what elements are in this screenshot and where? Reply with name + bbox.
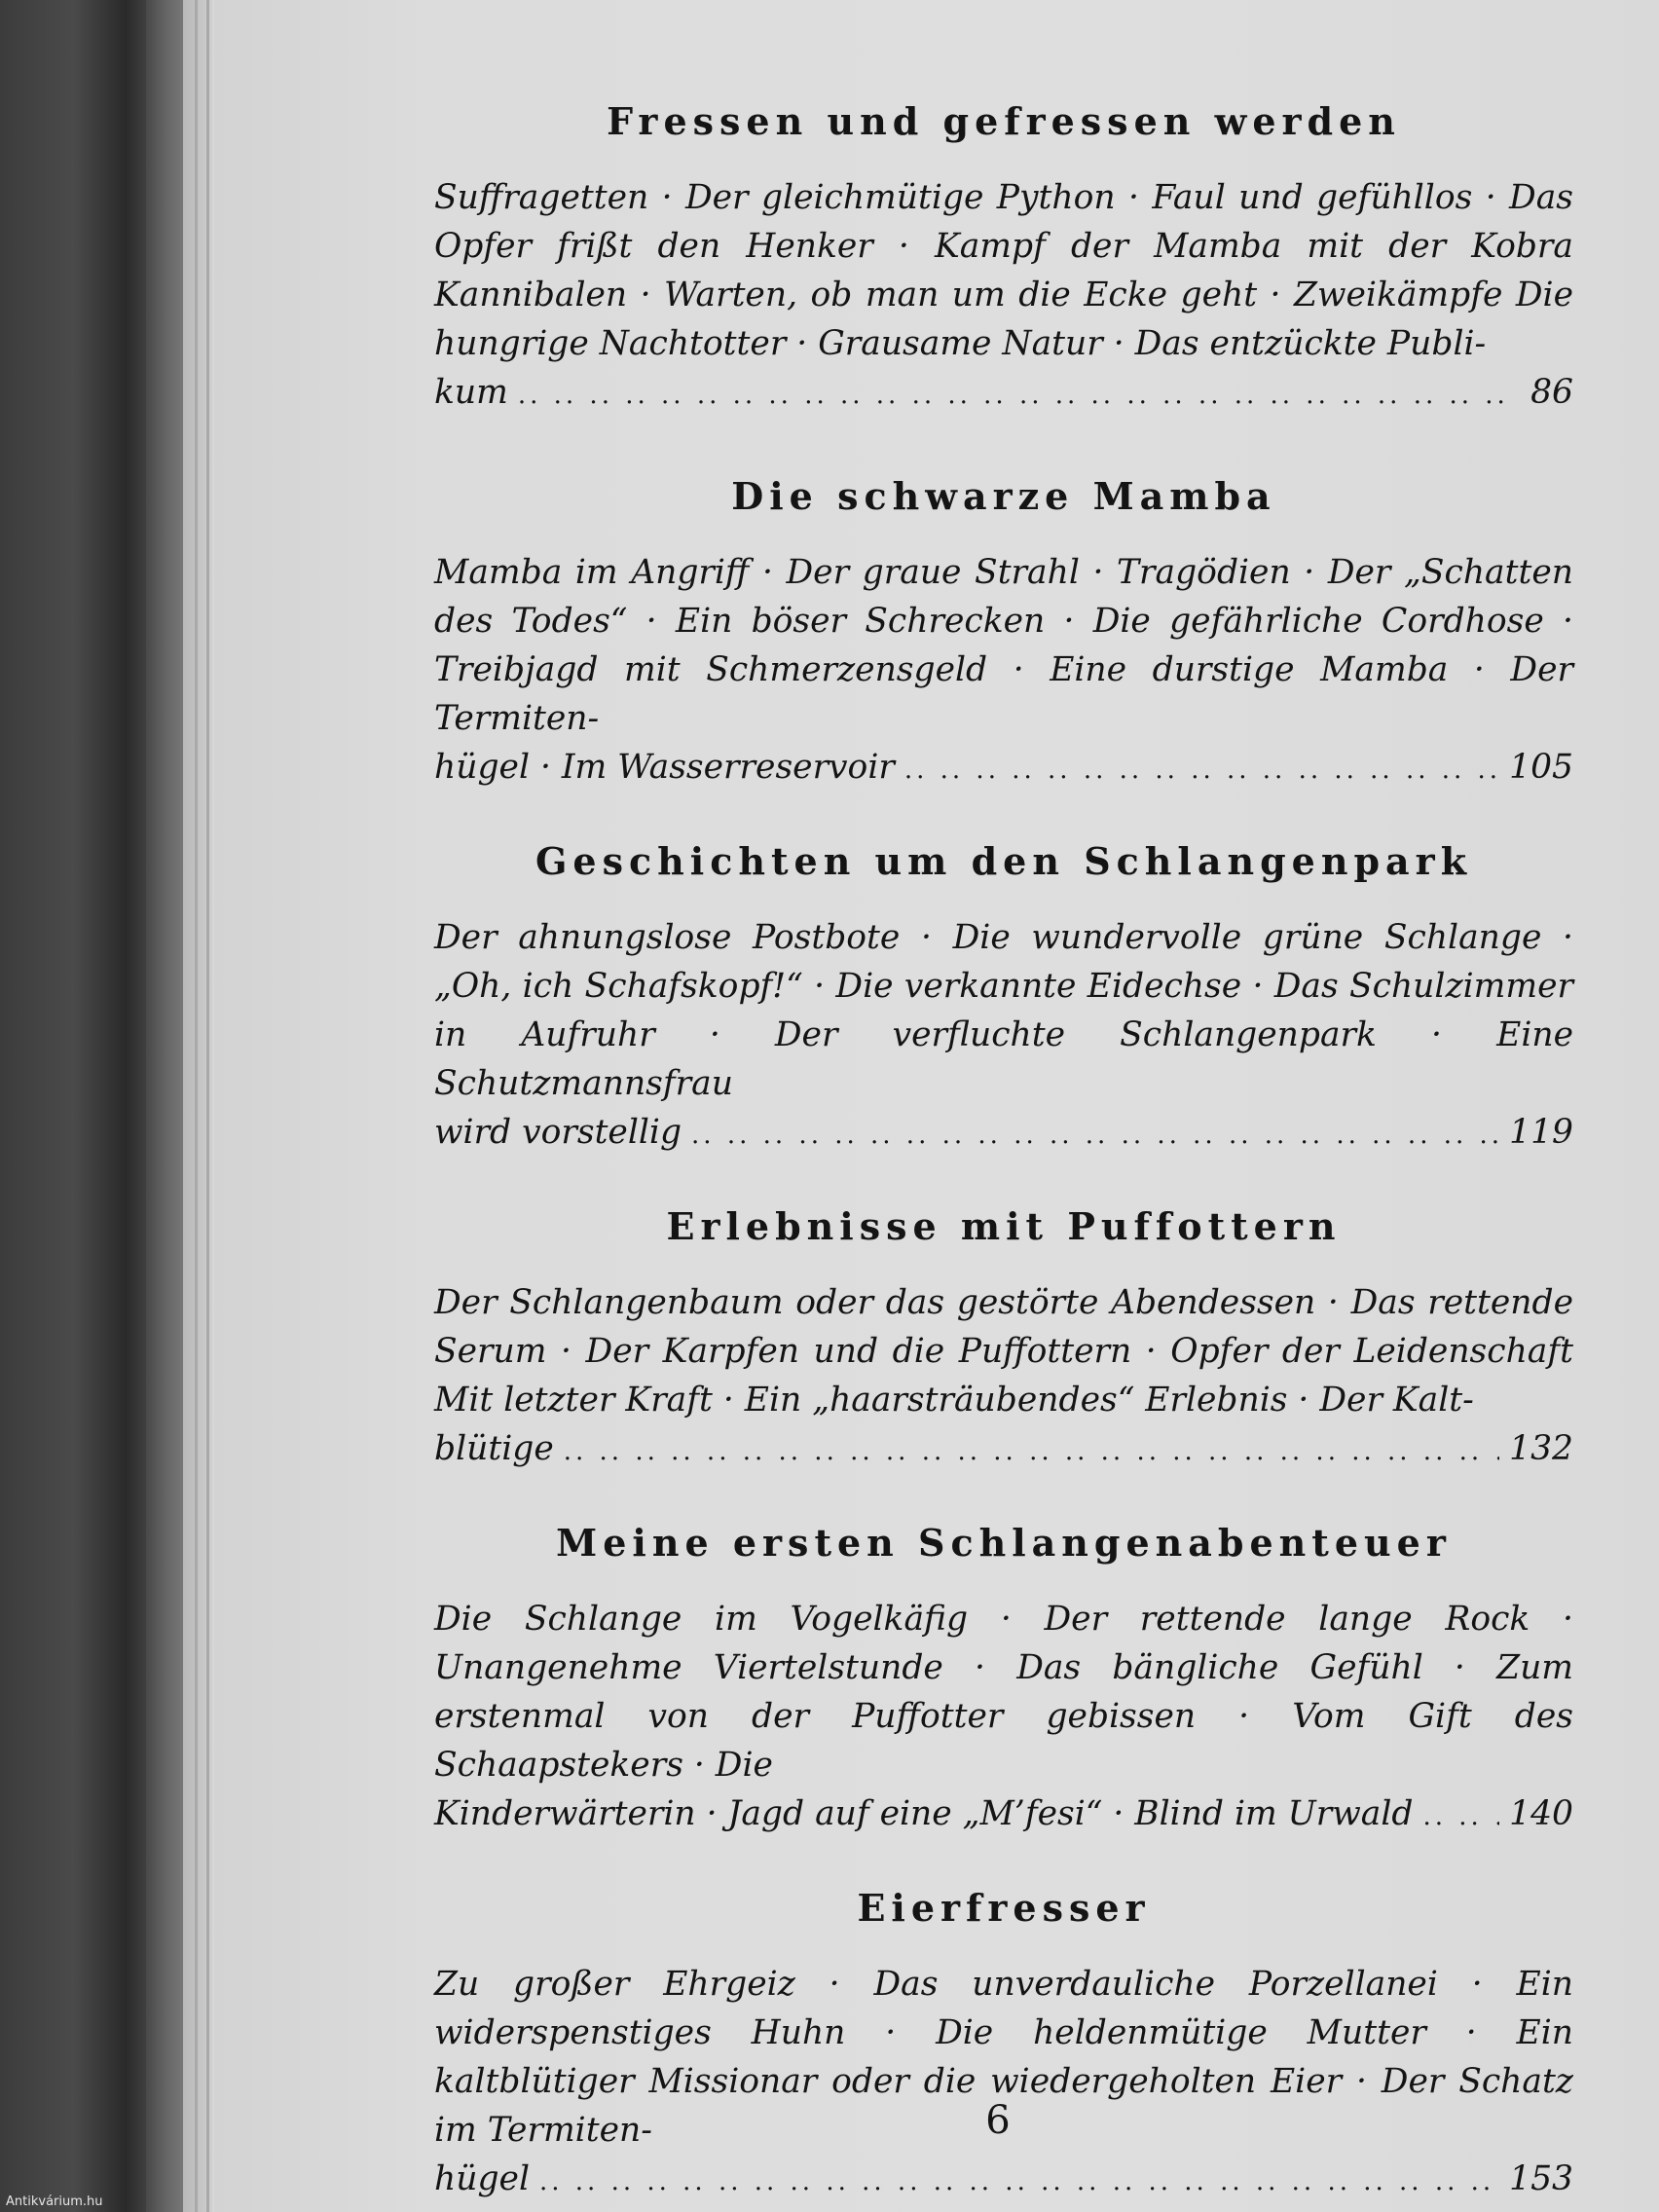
section-title: Die schwarze Mamba xyxy=(731,474,1276,518)
watermark-text: Antikvárium.hu xyxy=(6,2194,103,2209)
page-reference: 105 xyxy=(1509,748,1573,787)
section-title: Erlebnisse mit Puffottern xyxy=(666,1204,1342,1248)
table-of-contents xyxy=(434,90,1573,2206)
toc-section xyxy=(434,830,1573,1160)
page-number: 6 xyxy=(985,2098,1011,2143)
entries-last-line: kum xyxy=(434,373,508,412)
dot-leader xyxy=(1422,1792,1499,1841)
page-reference: 86 xyxy=(1530,373,1573,412)
toc-leader-line xyxy=(434,743,1573,794)
toc-section xyxy=(434,464,1573,794)
section-entries: Suffragetten · Der gleichmütige Python · Faul und gefühllos · Das Opfer frißt den Henker · Kampf der Mamba mit der Kobra Kannibalen · Warten, ob man um die Ecke geht · Zweikämpfe Die hungrige Nachtotter · Grausame Natur · Das entzückte Publi- xyxy=(434,178,1573,363)
section-title: Meine ersten Schlangenabenteuer xyxy=(556,1521,1452,1565)
toc-leader-line xyxy=(434,1789,1573,1841)
page-reference: 153 xyxy=(1509,2159,1573,2198)
toc-leader-line xyxy=(434,1424,1573,1476)
dot-leader xyxy=(564,1427,1499,1476)
toc-leader-line xyxy=(434,1108,1573,1160)
page-reference: 119 xyxy=(1509,1113,1573,1152)
dot-leader xyxy=(691,1111,1499,1160)
entries-last-line: hügel xyxy=(434,2159,530,2198)
section-entries: Mamba im Angriff · Der graue Strahl · Tragödien · Der „Schatten des Todes“ · Ein böser Schrecken · Die gefährliche Cordhose · Treibjagd mit Schmerzensgeld · Eine durstige Mamba · Der Termiten- xyxy=(434,553,1573,738)
dot-leader xyxy=(539,2157,1499,2206)
entries-last-line: blütige xyxy=(434,1429,554,1468)
section-title: Geschichten um den Schlangenpark xyxy=(535,839,1473,883)
toc-section xyxy=(434,1876,1573,2206)
entries-last-line: wird vorstellig xyxy=(434,1113,682,1152)
entries-last-line: hügel · Im Wasserreservoir xyxy=(434,748,895,787)
section-title: Fressen und gefressen werden xyxy=(607,99,1401,143)
section-entries: Der Schlangenbaum oder das gestörte Abendessen · Das rettende Serum · Der Karpfen und die Puffottern · Opfer der Leidenschaft Mit letzter Kraft · Ein „haarsträubendes“ Erlebnis · Der Kalt- xyxy=(434,1283,1573,1419)
toc-section xyxy=(434,1195,1573,1476)
section-title: Eierfresser xyxy=(857,1886,1151,1930)
toc-leader-line xyxy=(434,368,1573,420)
dot-leader xyxy=(518,371,1521,420)
page-edge-line xyxy=(195,0,198,2212)
entries-last-line: Kinderwärterin · Jagd auf eine „M’fesi“ · Blind im Urwald xyxy=(434,1794,1414,1833)
section-entries: Die Schlange im Vogelkäfig · Der rettende lange Rock · Unangenehme Viertelstunde · Das bängliche Gefühl · Zum erstenmal von der Puffotter gebissen · Vom Gift des Schaapstekers · Die xyxy=(434,1600,1573,1785)
section-entries: Der ahnungslose Postbote · Die wundervolle grüne Schlange · „Oh, ich Schafskopf!“ · Die verkannte Eidechse · Das Schulzimmer in Aufruhr · Der verfluchte Schlangenpark · Eine Schutzmannsfrau xyxy=(434,918,1573,1103)
page-edge-line xyxy=(206,0,209,2212)
toc-section xyxy=(434,90,1573,420)
page-reference: 132 xyxy=(1509,1429,1573,1468)
section-entries: Zu großer Ehrgeiz · Das unverdauliche Porzellanei · Ein widerspenstiges Huhn · Die heldenmütige Mutter · Ein kaltblütiger Missionar oder die wiedergeholten Eier · Der Schatz im Termiten- xyxy=(434,1965,1573,2150)
toc-leader-line xyxy=(434,2155,1573,2206)
page-reference: 140 xyxy=(1509,1794,1573,1833)
dot-leader xyxy=(904,746,1499,794)
toc-section xyxy=(434,1511,1573,1841)
